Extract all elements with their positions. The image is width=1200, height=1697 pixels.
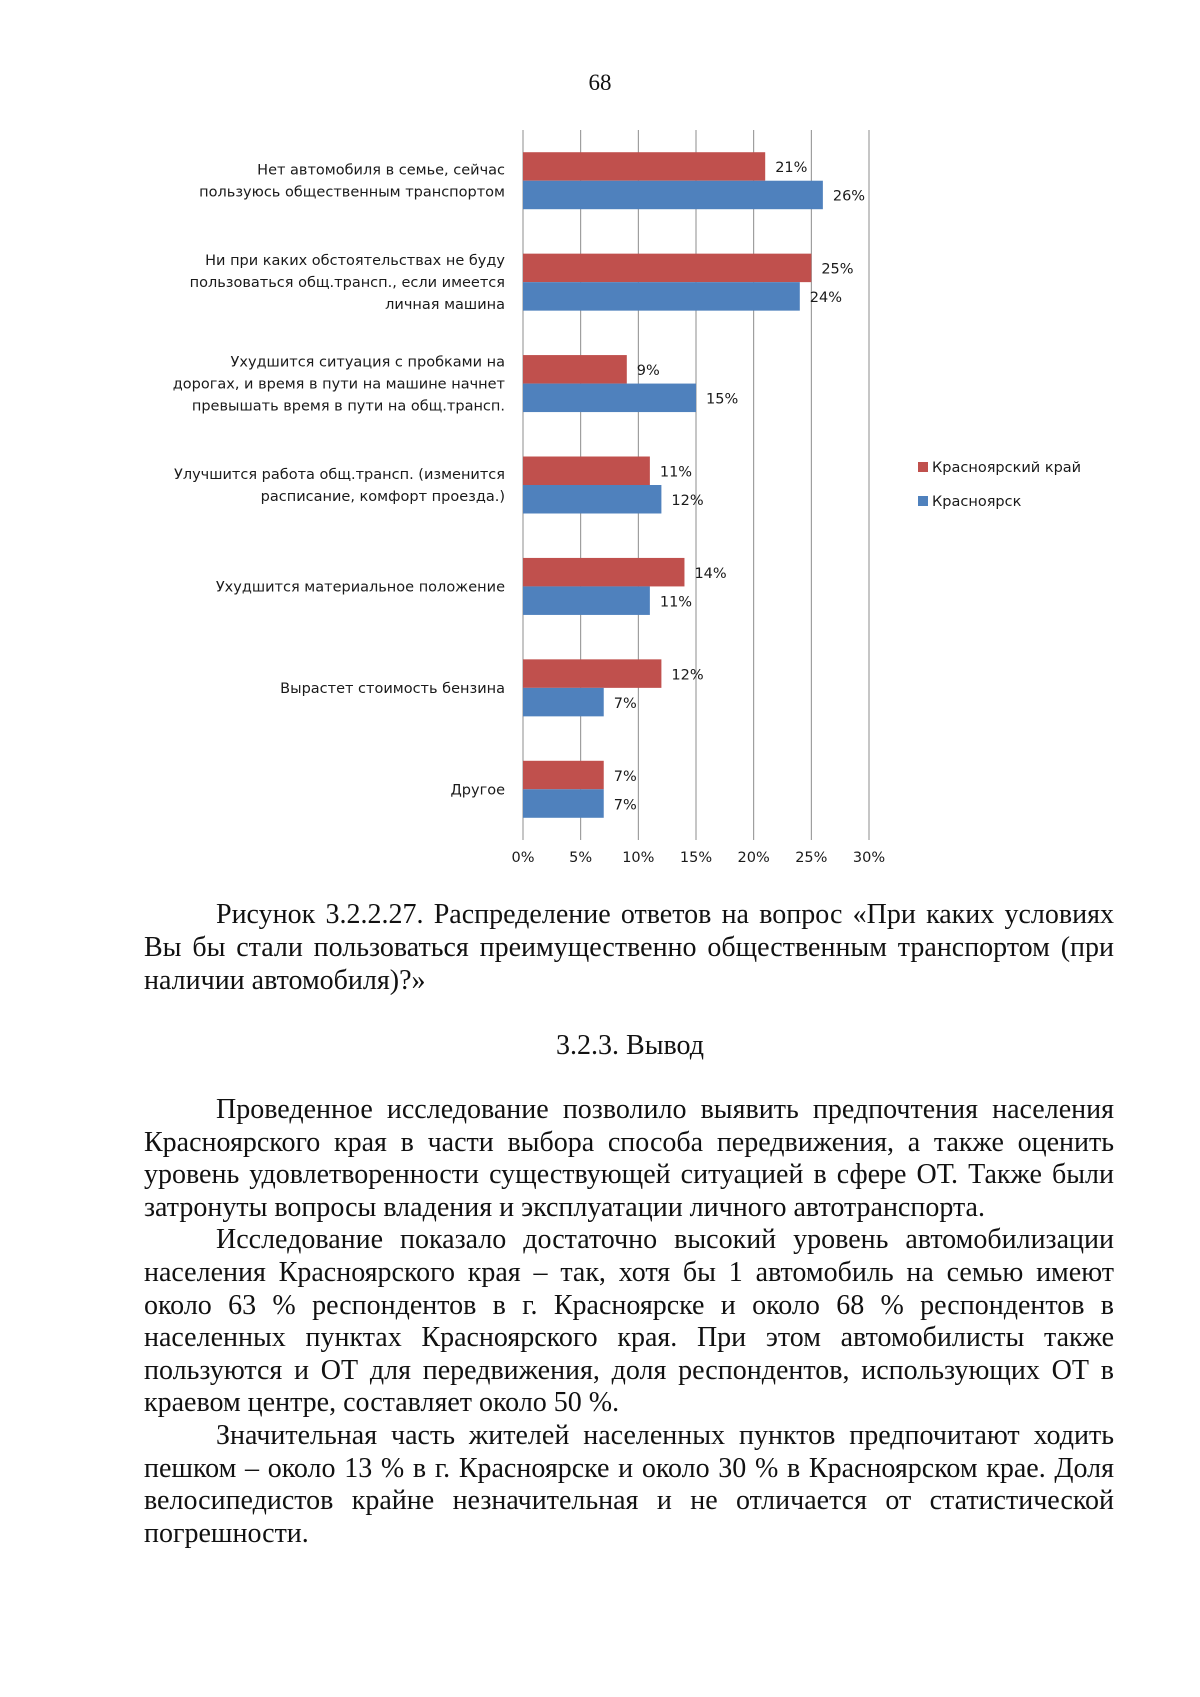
category-label xyxy=(450,782,505,798)
bar xyxy=(523,152,765,181)
page-number: 68 xyxy=(588,70,612,95)
data-label: 26% xyxy=(832,188,866,205)
chart-bars xyxy=(523,152,865,818)
legend-label: Красноярский край xyxy=(932,460,1082,476)
bar xyxy=(523,355,627,384)
data-label: 7% xyxy=(613,768,637,785)
data-label: 15% xyxy=(706,391,739,408)
bar xyxy=(523,485,661,514)
category-label-line: расписание, комфорт проезда.) xyxy=(260,489,505,505)
figure-caption: Рисунок 3.2.2.27. Распределение ответов на вопрос «При каких условиях Вы бы стали пользоваться преимущественно общественным транспортом (при наличии автомобиля)?» xyxy=(144,899,1114,996)
category-label-line: Ни при каких обстоятельствах не буду xyxy=(205,253,505,270)
category-label-line: Нет автомобиля в семье, сейчас xyxy=(257,162,505,179)
bar xyxy=(523,181,823,210)
data-label: 25% xyxy=(821,261,854,278)
x-tick-label: 0% xyxy=(511,850,535,866)
bar xyxy=(523,282,800,311)
category-label-line: Ухудшится материальное положение xyxy=(215,579,505,596)
category-label-line: превышать время в пути на общ.трансп. xyxy=(191,398,505,415)
category-label-line: Ухудшится ситуация с пробками на xyxy=(230,354,505,371)
category-label xyxy=(190,253,506,313)
category-label-line: личная машина xyxy=(385,297,505,314)
bar xyxy=(523,558,684,587)
data-label: 21% xyxy=(775,160,808,177)
data-label: 7% xyxy=(613,797,637,814)
data-label: 14% xyxy=(694,565,727,582)
category-label-line: Другое xyxy=(450,782,505,799)
category-label-line: пользоваться общ.трансп., если имеется xyxy=(189,275,505,292)
x-tick-label: 15% xyxy=(679,850,713,866)
paragraph: Значительная часть жителей населенных пунктов предпочитают ходить пешком – около 13 % в г. Красноярске и около 30 % в Красноярском крае. Доля велосипедистов крайне незначительная и не отличается от статистической погрешности. xyxy=(144,1419,1114,1549)
x-tick-label: 5% xyxy=(569,850,593,866)
category-label xyxy=(280,681,505,697)
category-label-line: Вырастет стоимость бензина xyxy=(280,680,505,697)
data-label: 9% xyxy=(636,363,660,380)
category-label-line: дорогах, и время в пути на машине начнет xyxy=(172,376,505,393)
bar xyxy=(523,659,661,688)
data-label: 7% xyxy=(613,695,637,712)
category-label xyxy=(173,355,506,415)
chart-x-tick-labels xyxy=(511,850,885,866)
data-label: 11% xyxy=(659,464,693,481)
bar xyxy=(523,586,650,615)
bar xyxy=(523,254,811,283)
paragraph: Исследование показало достаточно высокий уровень автомобилизации населения Красноярского края – так, хотя бы 1 автомобиль на семью имеют около 63 % респондентов в г. Красноярске и около 68 % респондентов в населенных пунктах Красноярского края. При этом автомобилисты также пользуются и ОТ для передвижения, доля респондентов, использующих ОТ в краевом центре, составляет около 50 %. xyxy=(144,1224,1114,1419)
chart-category-labels xyxy=(173,163,506,799)
category-label xyxy=(216,579,505,595)
x-tick-label: 30% xyxy=(852,850,886,866)
category-label xyxy=(199,163,505,201)
data-label: 12% xyxy=(671,667,704,684)
bar xyxy=(523,761,604,790)
bar xyxy=(523,789,604,818)
paragraph: Проведенное исследование позволило выявить предпочтения населения Красноярского края в части выбора способа передвижения, а также оценить уровень удовлетворенности существующей ситуацией в сфере ОТ. Также были затронуты вопросы владения и эксплуатации личного автотранспорта. xyxy=(144,1094,1114,1223)
data-label: 24% xyxy=(809,290,843,307)
chart-legend xyxy=(918,460,1081,510)
legend-swatch xyxy=(918,462,928,472)
bar xyxy=(523,688,604,717)
x-tick-label: 10% xyxy=(622,850,655,866)
legend-label: Красноярск xyxy=(932,494,1022,510)
category-label xyxy=(174,467,505,505)
x-tick-label: 20% xyxy=(737,850,770,866)
section-heading: 3.2.3. Вывод xyxy=(556,1030,704,1061)
data-label: 12% xyxy=(671,493,704,509)
bar xyxy=(523,384,696,413)
category-label-line: Улучшится работа общ.трансп. (изменится xyxy=(173,467,505,483)
body-text xyxy=(144,1094,1114,1550)
bar xyxy=(523,457,650,486)
data-label: 11% xyxy=(659,594,693,611)
legend-swatch xyxy=(918,496,928,506)
category-label-line: пользуюсь общественным транспортом xyxy=(199,184,505,201)
x-tick-label: 25% xyxy=(795,850,828,866)
